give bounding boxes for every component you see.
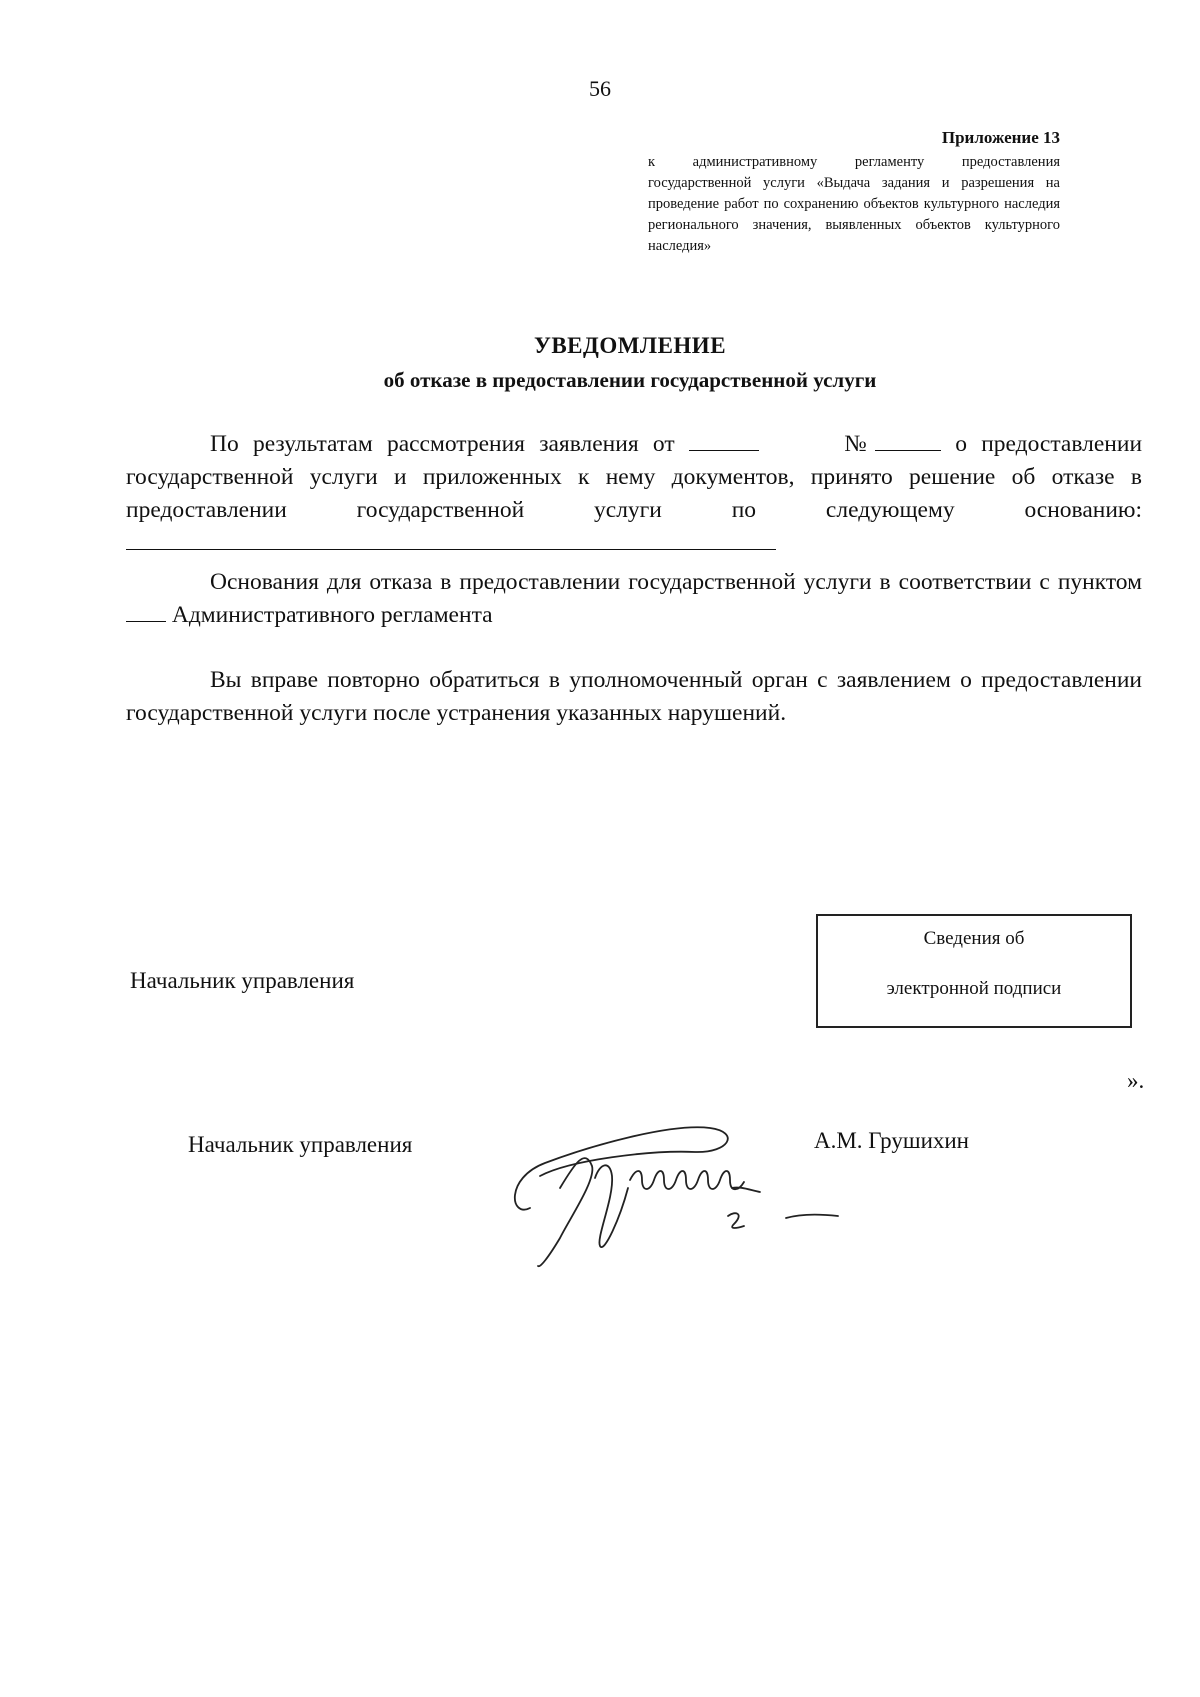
date-blank	[689, 430, 759, 451]
appendix-text: к административному регламенту предоставления государственной услуги «Выдача задания и разрешения на проведение работ по сохранению объектов культурного наследия регионального значения, выявленных объектов культурного наследия»	[648, 154, 1060, 254]
clause-blank	[126, 601, 166, 622]
e-signature-box-line1: Сведения об	[923, 928, 1025, 949]
appendix-title: Приложение 13	[941, 128, 1060, 147]
e-signature-box-line2: электронной подписи	[886, 978, 1062, 999]
number-sign: №	[844, 431, 875, 457]
signer-name: А.М. Грушихин	[814, 1128, 969, 1153]
reapply-paragraph: Вы вправе повторно обратиться в уполномоченный орган с заявлением о предоставлении государственной услуги после устранения указанных нарушений.	[126, 667, 1142, 726]
grounds-paragraph	[126, 566, 1142, 632]
grounds-text-end: Административного регламента	[171, 602, 493, 628]
signer-position-template: Начальник управления	[130, 968, 355, 993]
grounds-text-start: Основания для отказа в предоставлении государственной услуги в соответствии с пунктом	[210, 569, 1142, 595]
page-number: 56	[589, 76, 611, 101]
number-blank	[875, 430, 941, 451]
e-signature-info-box	[816, 914, 1132, 1028]
signer-position: Начальник управления	[188, 1132, 413, 1157]
basis-blank	[126, 529, 776, 550]
notice-subtitle: об отказе в предоставлении государственной услуги	[383, 368, 877, 392]
handwritten-signature	[500, 1068, 920, 1268]
notice-title: УВЕДОМЛЕНИЕ	[533, 333, 727, 358]
closing-quote: ».	[1127, 1068, 1145, 1093]
decision-paragraph	[126, 428, 1142, 560]
decision-text-start: По результатам рассмотрения заявления от	[210, 431, 675, 457]
decision-text-rest: о предоставлении государственной услуги и приложенных к нему документов, принято решение об отказе в предоставлении государственной услуги по следующему основанию:	[126, 431, 1143, 523]
